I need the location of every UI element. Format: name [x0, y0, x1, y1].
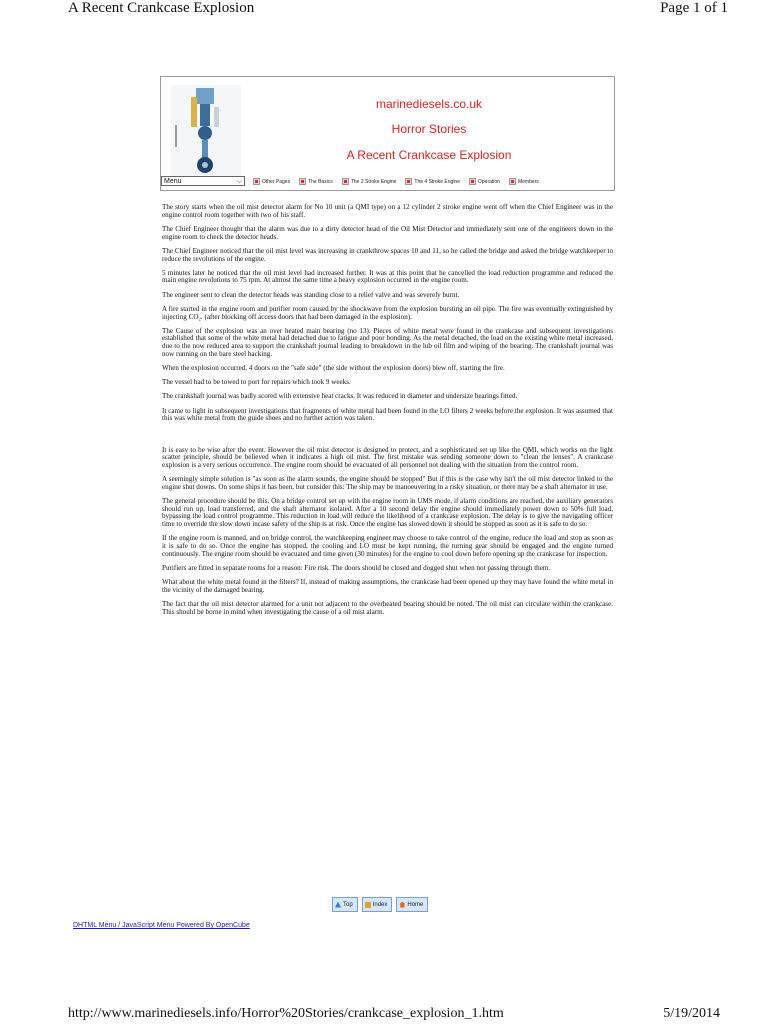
index-button-label: Index [372, 901, 388, 908]
paragraph: A seemingly simple solution is "as soon as the alarm sounds, the engine should be stopped" But if this is the case why isn't the oil mist detector linked to the engine shut downs. On some ships it has been, but consider this: The ship may be manoeuvering in a risky situation, or there may be a shaft alternator in use. [162, 475, 613, 491]
paragraph: It is easy to be wise after the event. However the oil mist detector is designed to protect, and a sophisticated set up like the QMI, which works on the light scatter principle, should be believed when it indicates a high oil mist. The first mistake was sending someone down to "clean the lenses". A crankcase explosion is a very serious occurrence. The engine room should be evacuated of all personnel not dealing with the situation from the control room. [162, 445, 613, 469]
arrow-up-icon [335, 902, 341, 908]
nav-arrow-icon [299, 178, 306, 185]
menu-select-label: Menu [164, 178, 182, 185]
paragraph: Purifiers are fitted in separate rooms for a reason: Fire risk. The doors should be closed and dogged shut when not passing through them. [162, 564, 551, 572]
paragraph: What about the white metal found in the filters? If, instead of making assumptions, the crankcase had been opened up they may have found the white metal in the vicinity of the damaged bearing. [162, 578, 613, 594]
nav-4-stroke[interactable] [405, 178, 460, 185]
nav-arrow-icon [509, 178, 516, 185]
nav-the-basics[interactable] [299, 178, 333, 185]
paragraph: It came to light in subsequent investigations that fragments of white metal had been found in the LO filters 2 weeks before the explosion. It was assumed that this was white metal from the guide shoes and no further action was taken. [162, 406, 613, 423]
top-button[interactable] [332, 897, 358, 912]
home-button-label: Home [407, 901, 424, 908]
paragraph: A fire started in the engine room and purifier room caused by the shockwave from the explosion bursting an oil pipe. The fire was eventually extinguished by injecting CO₂. (after blocking off access doors that had been damaged in the explosion). [162, 304, 613, 321]
home-button[interactable] [396, 897, 428, 912]
footer-buttons [332, 897, 428, 912]
nav-other-pages[interactable] [253, 178, 290, 185]
print-page-number: Page 1 of 1 [660, 0, 728, 16]
nav-label: Other Pages [262, 178, 291, 185]
nav-arrow-icon [253, 178, 260, 185]
paragraph: The story starts when the oil mist detector alarm for No 10 unit (a QMI type) on a 12 cylinder 2 stroke engine went off when the Chief Engineer was in the engine control room together with two of his staff. [162, 203, 613, 219]
index-icon [365, 902, 371, 908]
page-heading: A Recent Crankcase Explosion [346, 148, 512, 162]
paragraph: 5 minutes later he noticed that the oil mist level had increased further. It was at this point that he cancelled the load reduction programme and reduced the main engine revolutions to 75 rpm. At almost the same time a heavy explosion occurred in the engine room. [162, 268, 613, 285]
home-icon [399, 902, 405, 908]
nav-arrow-icon [469, 178, 476, 185]
paragraph: The general procedure should be this. On a bridge control set up with the engine room in UMS mode, if alarm conditions are reached, the auxiliary generators should run up, load transferred, and the shaft alternator isolated. After a 10 second delay the engine should immediately power down to 50% full load, bypassing the load control programme. This reduction in load will reduce the likelihood of a crankcase explosion. The delay is to give the navigating officer time to override the slow down incase safety of the ship is at risk. Once the engine has slowed down it should be stopped as soon as it is safe to do so. [162, 497, 613, 529]
section-title: Horror Stories [391, 122, 467, 136]
chevron-down-icon: ⌵ [236, 178, 242, 185]
nav-members[interactable] [509, 178, 539, 185]
print-header-title: A Recent Crankcase Explosion [68, 0, 255, 16]
nav-label: The Basics [308, 178, 333, 185]
section-spacer [162, 430, 613, 447]
index-button[interactable] [362, 897, 393, 912]
paragraph: The vessel had to be towed to port for repairs which took 9 weeks. [162, 378, 351, 387]
paragraph: The engineer sent to clean the detector heads was standing close to a relief valve and was severely burnt. [162, 290, 460, 299]
paragraph: The fact that the oil mist detector alarmed for a unit not adjacent to the overheated bearing should be noted. The oil mist can circulate within the crankcase. This should be borne in mind when investigating the cause of a oil mist alarm. [162, 600, 613, 616]
paragraph: The Cause of the explosion was an over heated main bearing (no 13). Pieces of white metal were found in the crankcase and subsequent investigations established that some of the white metal had detached due to fatigue and poor bonding. As the metal detached, the load on the existing white metal increased, due to the now reduced area to support the crankshaft journal leading to breakdown in the lub oil film and wiping of the bearing. The crankshaft journal was now running on the bare steel backing. [162, 326, 613, 358]
nav-arrow-icon [405, 178, 412, 185]
nav-label: The 4 Stroke Engine [414, 178, 460, 185]
print-footer-date: 5/19/2014 [663, 1006, 720, 1021]
credit-link[interactable]: DHTML Menu / JavaScript Menu Powered By OpenCube [73, 922, 250, 929]
print-footer-url: http://www.marinediesels.info/Horror%20Stories/crankcase_explosion_1.htm [68, 1006, 504, 1021]
engine-cutaway-icon [171, 85, 241, 177]
nav-label: The 2 Stroke Engine [350, 178, 397, 185]
site-title[interactable]: marinediesels.co.uk [375, 97, 483, 111]
article-body [162, 204, 613, 623]
nav-arrow-icon [342, 178, 349, 185]
nav-label: Operation [478, 178, 500, 185]
nav-operation[interactable] [469, 178, 500, 185]
top-button-label: Top [343, 901, 353, 908]
paragraph: The Chief Engineer thought that the alarm was due to a dirty detector head of the Oil Mist Detector and immediately sent one of the engineers down in the engine room to check the detector heads. [162, 224, 613, 241]
nav-2-stroke[interactable] [342, 178, 397, 185]
paragraph: When the explosion occurred, 4 doors on the "safe side" (the side without the explosion doors) blew off, starting the fire. [162, 364, 505, 373]
paragraph: If the engine room is manned, and on bridge control, the watchkeeping engineer may choose to take control of the engine, reduce the load and stop as soon as it is safe to do so. Once the engine has stopped, the cooling and LO must be kept running, the turning gear should be engaged and the engine turned continuously. The engine room should be evacuated and time given (30 minutes) for the engine to cool down before opening up the crankcase for inspection. [162, 534, 613, 558]
paragraph: The crankshaft journal was badly scored with extensive heat cracks. It was reduced in diameter and undersize bearings fitted. [162, 392, 518, 401]
nav-links [253, 177, 539, 186]
menu-select[interactable] [161, 176, 245, 186]
paragraph: The Chief Engineer noticed that the oil mist level was increasing in crankthrow spaces 10 and 11, so he called the bridge and asked the bridge watchkeeper to reduce the revolutions of the engine. [162, 246, 613, 263]
nav-label: Members [517, 178, 539, 185]
site-header [160, 76, 615, 191]
